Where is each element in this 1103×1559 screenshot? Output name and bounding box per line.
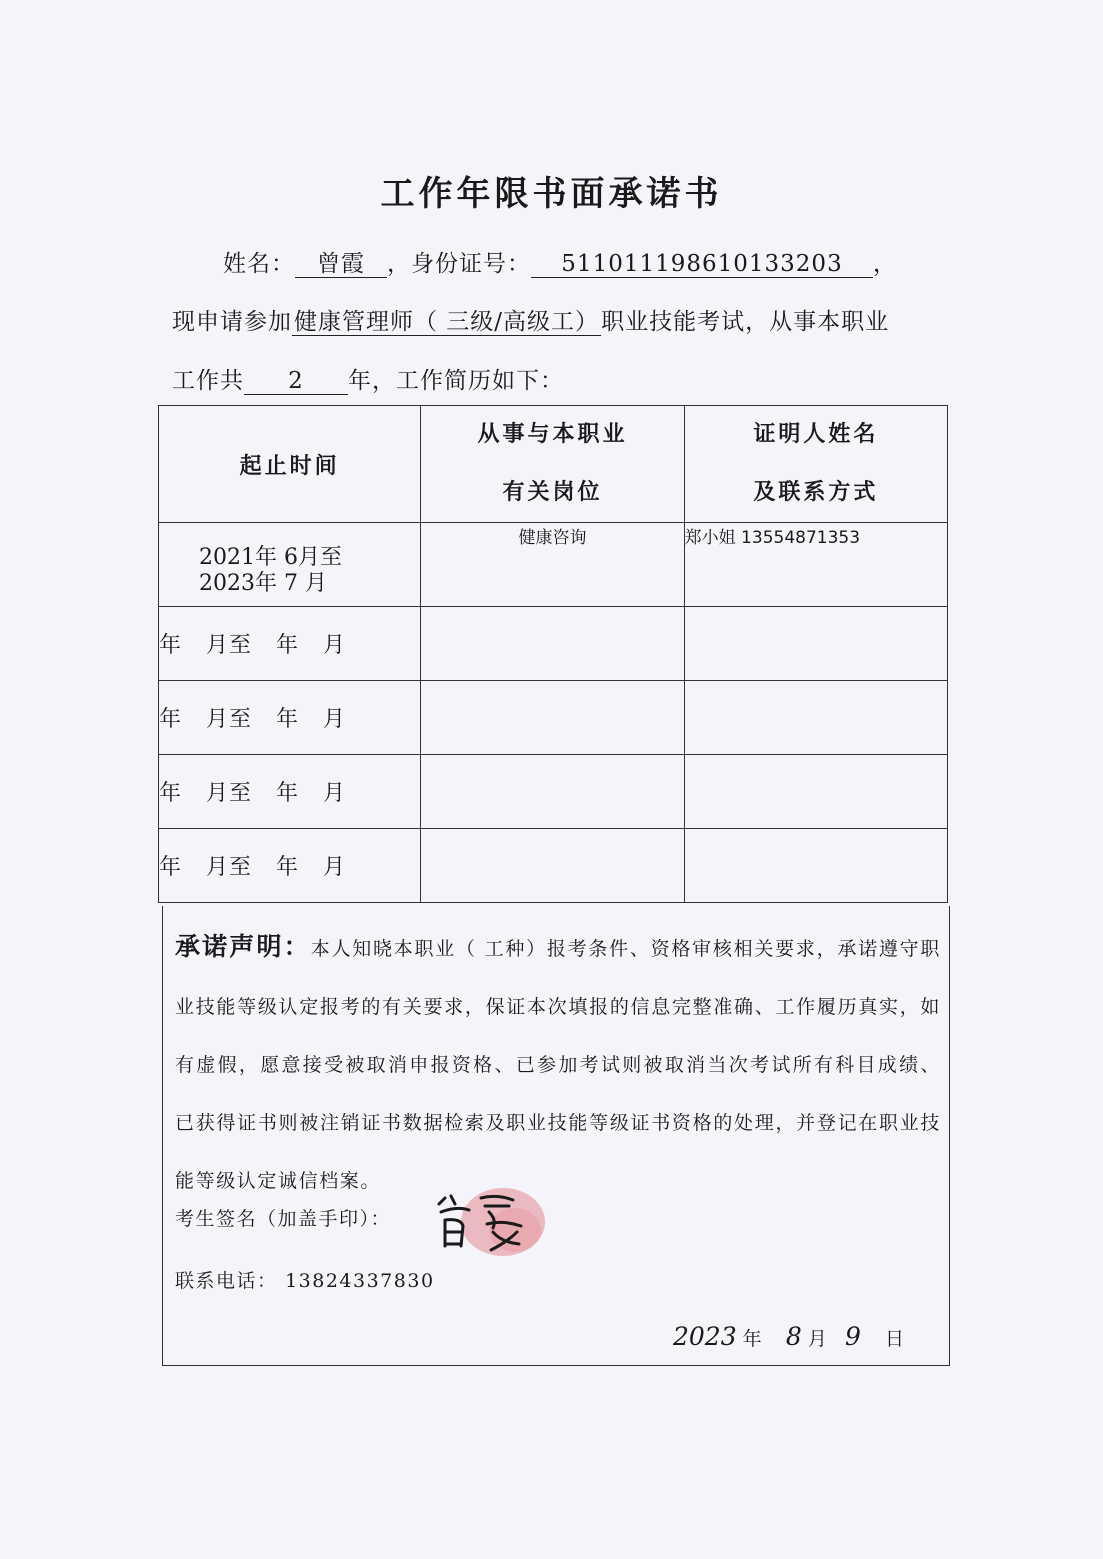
phone-label: 联系电话：: [175, 1270, 278, 1292]
date-month-value: 8: [785, 1322, 802, 1351]
signature-row: [175, 1204, 391, 1231]
header-referee-line2: 及联系方式: [753, 480, 879, 505]
phone-row: [175, 1266, 435, 1293]
period-line2: 2023年 7 月: [199, 571, 327, 597]
id-number-value: 511011198610133203: [531, 251, 873, 278]
table-row: [159, 523, 948, 607]
referee-cell: [684, 681, 947, 755]
period-cell: [159, 523, 421, 607]
years-prefix: 工作共: [172, 368, 244, 394]
date-year-value: 2023: [673, 1322, 737, 1351]
referee-cell: [684, 755, 947, 829]
name-id-line: [223, 245, 897, 278]
period-cell: 年 月至 年 月: [159, 755, 421, 829]
header-position-line2: 有关岗位: [502, 480, 603, 505]
position-cell: [421, 681, 684, 755]
table-header-row: [159, 406, 948, 523]
id-label: ，身份证号：: [387, 251, 531, 277]
table-row: [159, 607, 948, 681]
pledge-label: 承诺声明：: [175, 932, 311, 961]
date-month-label: 月: [807, 1328, 827, 1350]
name-value: 曾霞: [295, 251, 387, 278]
period-cell: 年 月至 年 月: [159, 607, 421, 681]
date-day-label: 日: [885, 1328, 905, 1350]
years-line: [172, 362, 564, 395]
pledge-text: 本人知晓本职业（ 工种）报考条件、资格审核相关要求，承诺遵守职业技能等级认定报考的有关要求，保证本次填报的信息完整准确、工作履历真实，如有虚假，愿意接受被取消申报资格、已参加考试则被取消当次考试所有科目成绩、 已获得证书则被注销证书数据检索及职业技能等级证书资格的处理，并登记在职业技能等级认定诚信档案。: [175, 938, 941, 1192]
position-cell: [421, 607, 684, 681]
signature-label: 考生签名（加盖手印）：: [175, 1208, 392, 1230]
page-title: 工作年限书面承诺书: [380, 174, 723, 214]
period-line1: 2021年 6月至: [199, 545, 342, 570]
header-position: [421, 406, 684, 523]
date-year-label: 年: [742, 1328, 762, 1350]
referee-cell: 郑小姐 13554871353: [684, 523, 947, 607]
apply-line: [172, 303, 889, 336]
position-cell: 健康咨询: [421, 523, 684, 607]
position-cell: [421, 829, 684, 903]
job-title-value: 健康管理师（ 三级/高级工）: [294, 309, 600, 335]
years-suffix: 年，工作简历如下：: [348, 368, 564, 394]
header-referee: [684, 406, 947, 523]
header-position-line1: 从事与本职业: [477, 422, 628, 447]
years-value: 2: [244, 368, 348, 395]
table-row: [159, 681, 948, 755]
header-referee-line1: 证明人姓名: [753, 422, 879, 447]
date-day-value: 9: [844, 1322, 861, 1351]
name-label: 姓名：: [223, 251, 295, 277]
date-row: [673, 1322, 904, 1351]
position-cell: [421, 755, 684, 829]
work-history-table: [158, 405, 948, 903]
table-row: [159, 755, 948, 829]
phone-value: 13824337830: [285, 1270, 435, 1292]
pledge-section: [162, 906, 950, 1366]
referee-cell: [684, 607, 947, 681]
handwritten-signature: [431, 1176, 557, 1266]
header-period: 起止时间: [159, 406, 421, 523]
apply-suffix: 职业技能考试，从事本职业: [601, 309, 890, 335]
pledge-paragraph: [175, 918, 941, 1210]
period-cell: 年 月至 年 月: [159, 829, 421, 903]
table-row: [159, 829, 948, 903]
id-suffix: ，: [873, 251, 897, 277]
period-cell: 年 月至 年 月: [159, 681, 421, 755]
apply-prefix: 现申请参加: [172, 309, 292, 335]
referee-cell: [684, 829, 947, 903]
